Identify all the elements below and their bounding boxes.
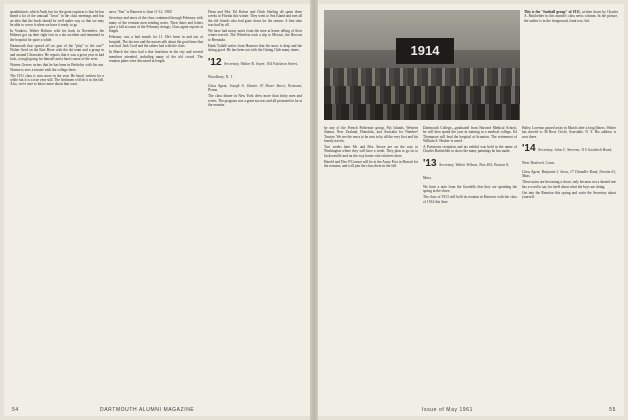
paragraph: Get into the Reunion this spring and write the Secretary about yourself. xyxy=(522,191,616,200)
paragraph: Dartmouth that spread off no part of the "play" to the zoo!" Walter lived on the East River with the ski team and a group in and around Clearwater. He reports that it was a great year in bad luck, a tough going for himself and a hard course of the river. xyxy=(10,44,104,61)
gutter xyxy=(310,0,318,420)
class-number: '12 xyxy=(208,56,222,68)
right-column-1 xyxy=(324,126,418,400)
paragraph: The class of 1913 will hold its reunion in Hanover with the class of 1914 this June. xyxy=(423,195,517,204)
magazine-title-footer: DARTMOUTH ALUMNI MAGAZINE xyxy=(100,407,195,413)
paragraph: Hank Tuthill writes from Hanover that the snow is deep and the skiing good. He has been out with the Outing Club many times. xyxy=(208,44,302,53)
paragraph: We have had many notes from the men at home telling of their winter travels. The Wheelers took a trip to Mexico, the Browns to Bermuda. xyxy=(208,29,302,42)
page-number-right: 55 xyxy=(609,407,616,413)
class-heading-13 xyxy=(423,158,517,184)
issue-date-footer: Issue of May 1961 xyxy=(422,407,474,413)
left-column-3 xyxy=(208,10,302,400)
left-column-1 xyxy=(10,10,104,400)
class-agent: Class Agent, Joseph A. Glazier 33 Dover Street, Newtown, Penna. xyxy=(208,83,302,92)
class-secretary: Secretary, Walter Wilson, Box 463, Boston 8, Mass. xyxy=(423,162,509,180)
class-photo xyxy=(324,10,520,120)
photo-banner: 1914 xyxy=(396,38,454,64)
left-column-2 xyxy=(109,10,203,400)
class-number: '14 xyxy=(522,142,536,154)
class-agent: Class Agent, Benjamin J. Snow, 17 Chandler Road, Newton 61, Mass. xyxy=(522,169,616,179)
paragraph: The 1911 class is now more in the year. He hasn't written for a while but it is a true year still. The freshmen will do it in the fall. Also, we're sure to know more about him soon. xyxy=(10,73,104,87)
class-number: '13 xyxy=(423,157,437,169)
paragraph: February was a bad month for 11. He's been in and out of hospital. The doctors and the nurses talk about the good time that was had. Jack Cord and the others had with the class. xyxy=(109,35,203,49)
photo-row-middle xyxy=(324,86,520,104)
paragraph: Haley, Lorenzo passed away in March after a long illness. Walter has moved to 38 Rose Circle, Scarsdale, N. Y. His address is now there. xyxy=(522,126,616,139)
paragraph: Two weeks later Mr. and Mrs. Stowe are on the way to Washington where they will have a week. They plan to go on to Jacksonville and on the way home visit relatives there. xyxy=(324,145,418,158)
paragraph: These notes are becoming a chore, only because not a darned one has a word to say for itself about what the boys are doing. xyxy=(522,180,616,189)
photo-row-front xyxy=(324,104,520,120)
paragraph: Secretary and news of the class continued through February with many of the reunion men sending notes. Their dates and letters give a full account of the February doings, Class agent reports at length. xyxy=(109,16,203,34)
caption-lead: This is the "football group" of 1911, xyxy=(524,10,581,14)
caption-text: written down by Charles A. Batchelder in this month's class news column. In the picture, the author is in the foreground, front row, left. xyxy=(524,10,618,23)
class-secretary: Secretary, Walter R. Sayer, 104 Fairlawn Street, Woodbury, N. J. xyxy=(208,61,298,79)
paragraph: Dean and Mrs. Ed Kehoe and Chub Sterling all spent three weeks in Florida this winter. They went to Sea Island and met all the old friends who had gone down for the season. A fine time was had by all. xyxy=(208,10,302,27)
page-number-left: 54 xyxy=(12,407,19,413)
paragraph: A Pottstown reception and art exhibit was held in the name of Charles Batchelder to show the many paintings he has made. xyxy=(423,145,517,154)
paragraph: In March the class had a fine luncheon in the city and several members attended, including many of the old crowd. The reunion plans were discussed at length. xyxy=(109,50,203,63)
paragraph: news "Sno" is Hanover is June 11-12, 1961! xyxy=(109,10,173,14)
right-column-3 xyxy=(522,126,616,400)
paragraph: by any of the French Pothensie group, Fiji Islands, Western Samoa, New Zealand, Honolulu, and Australia for Nembre! Trustee. We see the news to be sent in by all the very first and his family travels. xyxy=(324,126,418,143)
left-page-columns xyxy=(10,10,304,400)
paragraph: Dartmouth College—graduated from Harvard Medical School, he will then spend the year in training in a medical college. Ed Thompson will lead the hospital at Scranton. The retirement of William S. Hosker is noted. xyxy=(423,126,517,143)
paragraph: The class dinner in New York drew more than thirty men and wives. The program was a great success and all promised to be at the reunion. xyxy=(208,94,302,107)
class-heading-14 xyxy=(522,143,616,169)
right-page-columns xyxy=(324,126,618,400)
paragraph: Warren Graves writes that he has been in Berkeley with his son. Warren is now a trustee with the college there. xyxy=(10,63,104,72)
paragraph: speakhistoric which Andy has for the great registrar is that he has heard a lot of the unusual "firsts" in the class meetings and has an idea that the book should be well under way so that we may be able to cover it when we have it ready to go. xyxy=(10,10,104,27)
paragraph: In Yonkers, Walter Holmes with his back in November, the Holmes got up their right foot in a ski accident and remained in the hospital for quite a while. xyxy=(10,29,104,42)
paragraph: We have a note from the Goodells that they are spending the spring at the shore. xyxy=(423,184,517,194)
class-secretary: Secretary, John C. Stevens, 115 Goodrich Road, West Hartford, Conn. xyxy=(522,147,612,165)
photo-row-back xyxy=(324,68,520,86)
paragraph: Harold and Dee O'Connor will be at the Army Post in Hawaii for the reunion, and will join the class there in the fall. xyxy=(324,160,418,169)
right-page xyxy=(318,4,624,416)
right-column-2 xyxy=(423,126,517,400)
photo-caption xyxy=(524,10,618,23)
left-page xyxy=(4,4,310,416)
class-heading-12 xyxy=(208,57,302,83)
